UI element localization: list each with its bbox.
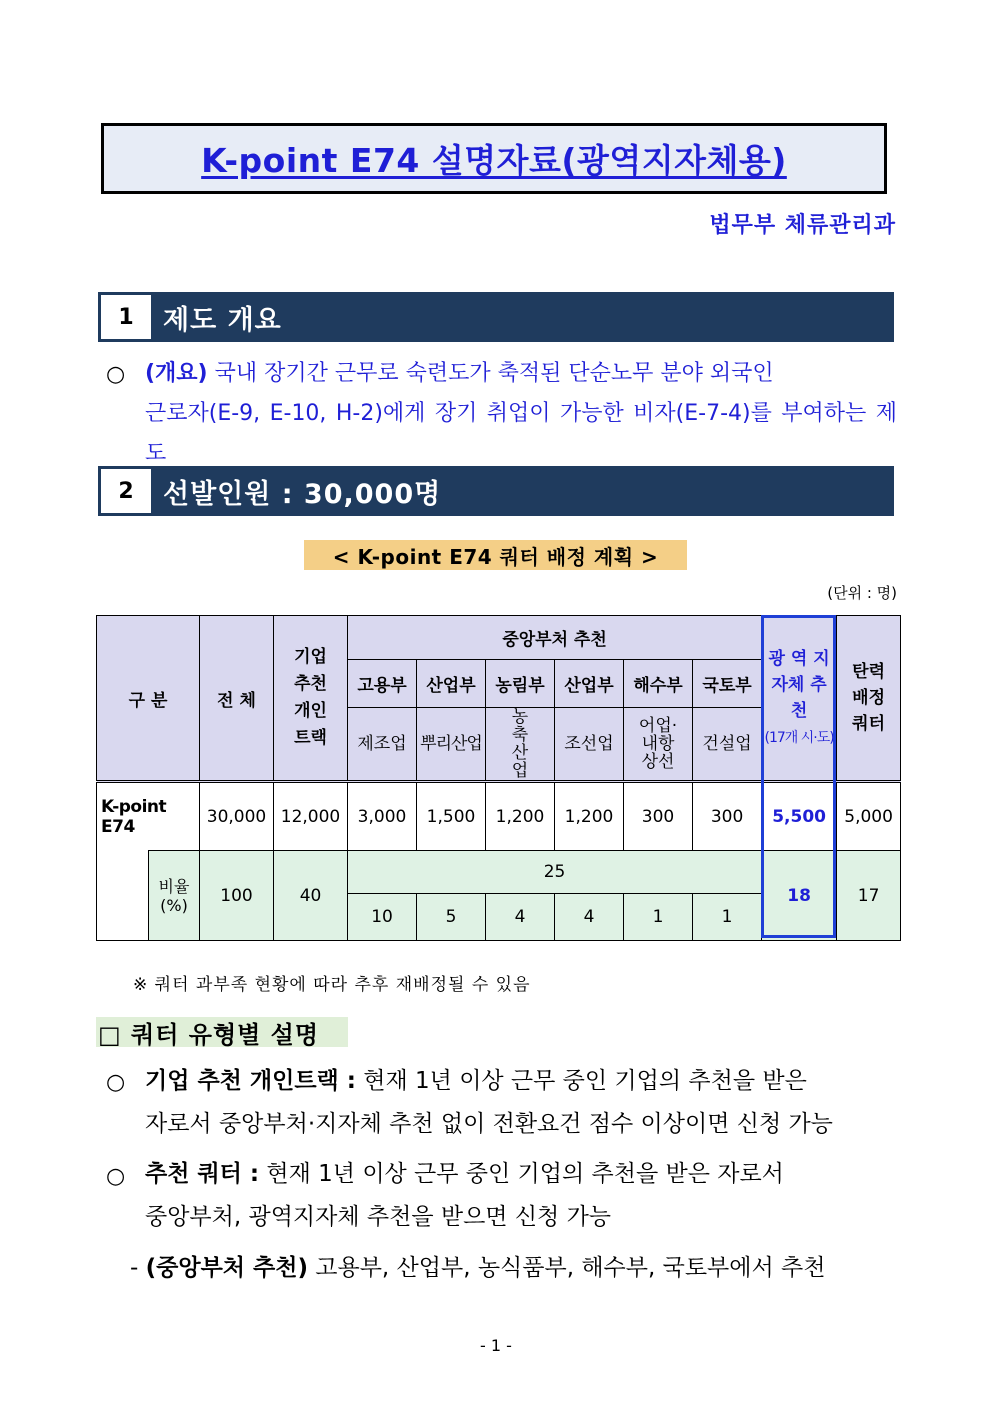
count-ministry: 1,500 <box>417 782 486 851</box>
industry-cell: 뿌리산업 <box>417 708 486 782</box>
overview-line2: 근로자(E-9, E-10, H-2)에게 장기 취업이 가능한 비자(E-7-4)를 부여하는 제도 <box>145 401 897 466</box>
count-ministry: 3,000 <box>348 782 417 851</box>
count-ministry: 1,200 <box>486 782 555 851</box>
ratio-ministry: 4 <box>555 894 624 941</box>
sub-item-dash: - <box>130 1255 139 1281</box>
ratio-ministry: 5 <box>417 894 486 941</box>
ministry-cell: 산업부 <box>417 660 486 708</box>
document-title-box <box>101 123 887 194</box>
count-ministry: 1,200 <box>555 782 624 851</box>
section-number: 1 <box>101 295 151 339</box>
ratio-total: 100 <box>200 851 274 941</box>
header-flex-quota: 탄력 배정 쿼터 <box>837 616 901 782</box>
ratio-ministry: 4 <box>486 894 555 941</box>
header-regional <box>762 616 837 782</box>
count-ministry: 300 <box>693 782 762 851</box>
count-total: 30,000 <box>200 782 274 851</box>
count-ministry: 300 <box>624 782 693 851</box>
ministry-cell: 산업부 <box>555 660 624 708</box>
header-company-track: 기업 추천 개인 트랙 <box>274 616 348 782</box>
count-regional: 5,500 <box>762 782 837 851</box>
quota-item-label: 추천 쿼터 : <box>145 1161 260 1187</box>
quota-item-recommend <box>145 1153 897 1239</box>
ratio-ministry: 1 <box>624 894 693 941</box>
table-unit: (단위 : 명) <box>827 584 897 602</box>
ratio-ministry: 1 <box>693 894 762 941</box>
overview-paragraph <box>145 354 897 474</box>
bullet-circle: ○ <box>106 1164 126 1189</box>
section-2-bar <box>98 466 894 516</box>
table-caption: < K-point E74 쿼터 배정 계획 > <box>304 540 687 570</box>
industry-cell: 제조업 <box>348 708 417 782</box>
ministry-cell: 국토부 <box>693 660 762 708</box>
header-category: 구 분 <box>97 616 200 782</box>
ratio-central-sum: 25 <box>348 851 762 894</box>
count-flex: 5,000 <box>837 782 901 851</box>
count-company: 12,000 <box>274 782 348 851</box>
bullet-circle: ○ <box>106 362 126 387</box>
document-title: K-point E74 설명자료(광역지자체용) <box>201 141 787 180</box>
blank-cell <box>97 851 149 941</box>
row-label: K-point E74 <box>97 782 200 851</box>
ratio-flex: 17 <box>837 851 901 941</box>
ratio-regional: 18 <box>762 851 837 941</box>
table-note: ※ 쿼터 과부족 현황에 따라 추후 재배정될 수 있음 <box>133 975 531 995</box>
section-title: 선발인원 : 30,000명 <box>163 478 442 510</box>
quota-item-line1: 현재 1년 이상 근무 중인 기업의 추천을 받은 자로서 <box>259 1161 784 1187</box>
section-1-bar <box>98 292 894 342</box>
industry-cell: 건설업 <box>693 708 762 782</box>
quota-item-company <box>145 1060 897 1146</box>
quota-item-line2: 자로서 중앙부처·지자체 추천 없이 전환요건 점수 이상이면 신청 가능 <box>145 1111 833 1137</box>
bullet-circle: ○ <box>106 1070 126 1095</box>
section-number: 2 <box>101 469 151 513</box>
quota-table <box>96 615 901 941</box>
ratio-company: 40 <box>274 851 348 941</box>
sub-item-central <box>130 1248 900 1288</box>
ratio-label: 비율 (%) <box>149 851 200 941</box>
header-regional-label: 광 역 지자체 추 천 <box>768 648 830 721</box>
quota-section-title: □ 쿼터 유형별 설명 <box>96 1017 348 1047</box>
quota-item-label: 기업 추천 개인트랙 : <box>145 1068 356 1094</box>
section-title: 제도 개요 <box>163 304 282 336</box>
quota-item-line1: 현재 1년 이상 근무 중인 기업의 추천을 받은 <box>355 1068 807 1094</box>
header-central-ministry: 중앙부처 추천 <box>348 616 762 660</box>
overview-line1: 국내 장기간 근무로 숙련도가 축적된 단순노무 분야 외국인 <box>207 361 774 386</box>
header-total: 전 체 <box>200 616 274 782</box>
sub-item-text: 고용부, 산업부, 농식품부, 해수부, 국토부에서 추천 <box>307 1255 826 1281</box>
industry-cell: 어업· 내항 상선 <box>624 708 693 782</box>
organization: 법무부 체류관리과 <box>709 213 896 238</box>
quota-item-line2: 중앙부처, 광역지자체 추천을 받으면 신청 가능 <box>145 1204 612 1230</box>
industry-cell: 농축 산업 <box>486 708 555 782</box>
sub-item-label: (중앙부처 추천) <box>145 1255 308 1281</box>
overview-label: (개요) <box>145 361 208 386</box>
industry-cell: 조선업 <box>555 708 624 782</box>
ministry-cell: 해수부 <box>624 660 693 708</box>
page-number: - 1 - <box>480 1336 512 1355</box>
ratio-ministry: 10 <box>348 894 417 941</box>
ministry-cell: 농림부 <box>486 660 555 708</box>
ministry-cell: 고용부 <box>348 660 417 708</box>
header-regional-sub: (17개 시·도) <box>764 729 834 746</box>
